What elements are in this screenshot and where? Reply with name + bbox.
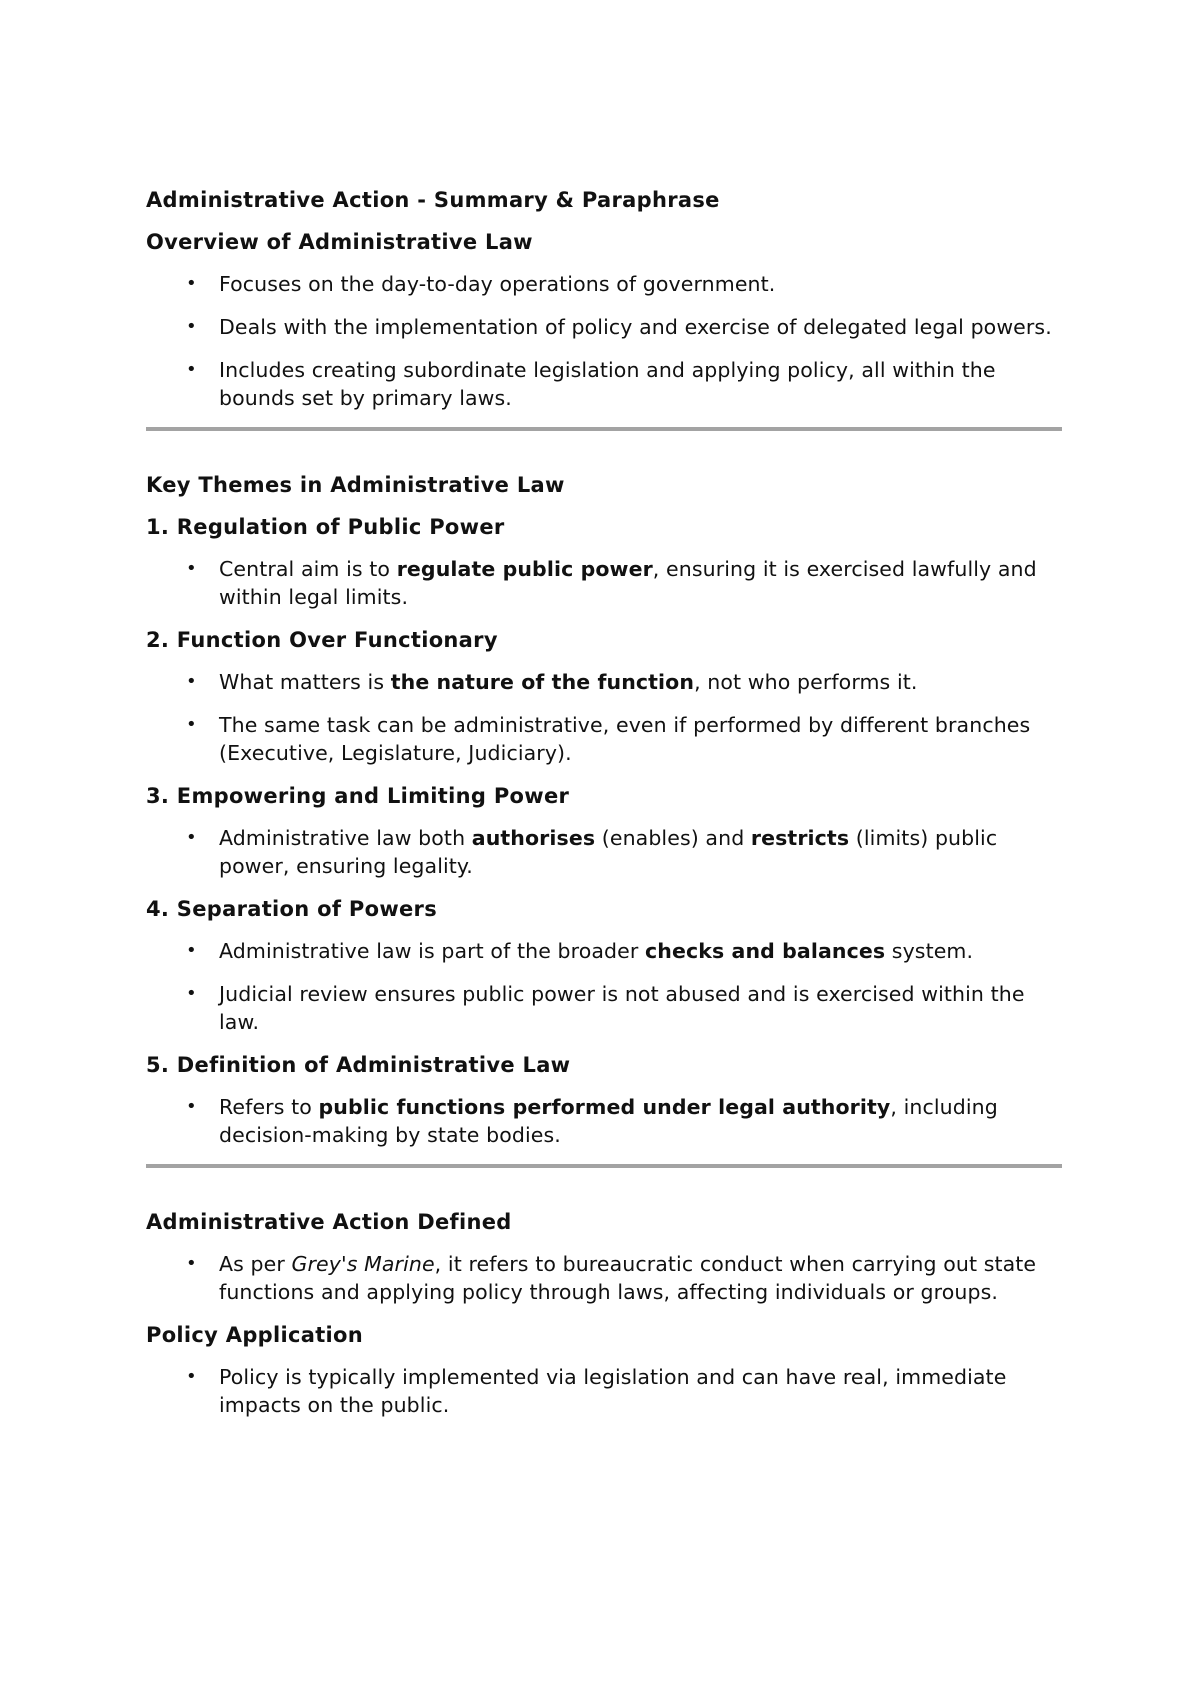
theme-5-list [146, 1093, 1062, 1149]
theme-4-list [146, 937, 1062, 1036]
theme-5-heading: 5. Definition of Administrative Law [146, 1053, 571, 1077]
bullet-icon: • [186, 558, 197, 579]
list-item: • Includes creating subordinate legislation and applying policy, all within the bounds set by primary laws. [186, 358, 996, 410]
theme-1-list [146, 555, 1062, 611]
document-title: Administrative Action - Summary & Paraphrase [146, 188, 720, 212]
overview-list [146, 270, 1062, 412]
list-item: • Policy is typically implemented via legislation and can have real, immediate impacts on the public. [186, 1365, 1007, 1417]
theme-2-list [146, 668, 1062, 767]
theme-2-heading: 2. Function Over Functionary [146, 628, 498, 652]
key-themes-heading: Key Themes in Administrative Law [146, 473, 565, 497]
policy-list [146, 1363, 1062, 1419]
list-item: • The same task can be administrative, even if performed by different branches (Executive, Legislature, Judiciary). [186, 713, 1031, 765]
bullet-icon: • [186, 714, 197, 735]
list-item: • Refers to public functions performed under legal authority, including decision-making by state bodies. [186, 1095, 998, 1147]
overview-heading: Overview of Administrative Law [146, 230, 533, 254]
section-divider [146, 1164, 1062, 1168]
bullet-icon: • [186, 940, 197, 961]
theme-4-heading: 4. Separation of Powers [146, 897, 438, 921]
document-page [146, 186, 1062, 1434]
list-item: • As per Grey's Marine, it refers to bureaucratic conduct when carrying out state functions and applying policy through laws, affecting individuals or groups. [186, 1252, 1037, 1304]
bullet-icon: • [186, 1096, 197, 1117]
list-item: • Focuses on the day-to-day operations of government. [186, 272, 776, 296]
action-defined-heading: Administrative Action Defined [146, 1210, 512, 1234]
policy-heading: Policy Application [146, 1323, 364, 1347]
bullet-icon: • [186, 1366, 197, 1387]
bullet-icon: • [186, 983, 197, 1004]
list-item: • Administrative law is part of the broader checks and balances system. [186, 939, 974, 963]
bullet-icon: • [186, 671, 197, 692]
bullet-icon: • [186, 1253, 197, 1274]
bullet-icon: • [186, 827, 197, 848]
list-item: • Deals with the implementation of policy and exercise of delegated legal powers. [186, 315, 1052, 339]
list-item: • Administrative law both authorises (enables) and restricts (limits) public power, ensuring legality. [186, 826, 998, 878]
list-item: • Central aim is to regulate public power, ensuring it is exercised lawfully and within legal limits. [186, 557, 1037, 609]
action-defined-list [146, 1250, 1062, 1306]
theme-3-heading: 3. Empowering and Limiting Power [146, 784, 570, 808]
bullet-icon: • [186, 273, 197, 294]
list-item: • Judicial review ensures public power is not abused and is exercised within the law. [186, 982, 1025, 1034]
theme-1-heading: 1. Regulation of Public Power [146, 515, 505, 539]
section-divider [146, 427, 1062, 431]
list-item: • What matters is the nature of the function, not who performs it. [186, 670, 918, 694]
theme-3-list [146, 824, 1062, 880]
bullet-icon: • [186, 316, 197, 337]
bullet-icon: • [186, 359, 197, 380]
